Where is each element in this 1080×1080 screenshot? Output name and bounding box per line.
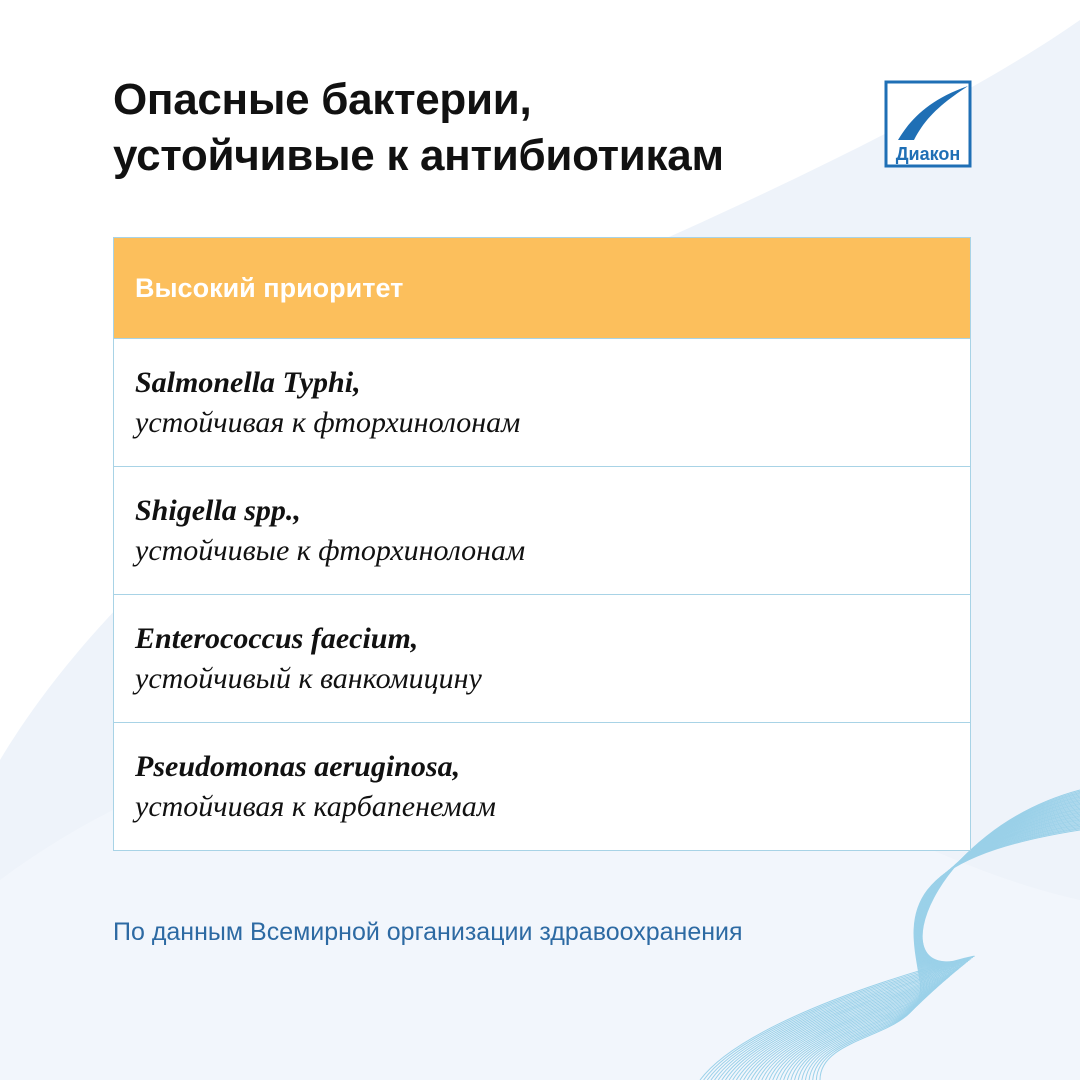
bacteria-resistance: устойчивые к фторхинолонам	[135, 534, 526, 567]
table-header-priority: Высокий приоритет	[114, 238, 970, 339]
table-row	[114, 339, 970, 467]
logo-text: Диакон	[895, 144, 961, 164]
bacteria-resistance: устойчивый к ванкомицину	[135, 662, 482, 695]
bacteria-resistance: устойчивая к фторхинолонам	[135, 406, 521, 439]
bacteria-name: Enterococcus faecium,	[135, 622, 419, 655]
page-title	[113, 72, 833, 184]
bacteria-name: Pseudomonas aeruginosa,	[135, 750, 461, 783]
table-row	[114, 595, 970, 723]
bacteria-resistance: устойчивая к карбапенемам	[135, 790, 496, 823]
bacteria-table	[113, 237, 971, 851]
title-line-1: Опасные бактерии,	[113, 75, 532, 124]
bacteria-name: Salmonella Typhi,	[135, 366, 361, 399]
table-row	[114, 723, 970, 850]
diakon-logo	[884, 80, 972, 168]
table-row	[114, 467, 970, 595]
source-note: По данным Всемирной организации здравоохранения	[113, 918, 743, 946]
title-line-2: устойчивые к антибиотикам	[113, 131, 724, 180]
bacteria-name: Shigella spp.,	[135, 494, 301, 527]
